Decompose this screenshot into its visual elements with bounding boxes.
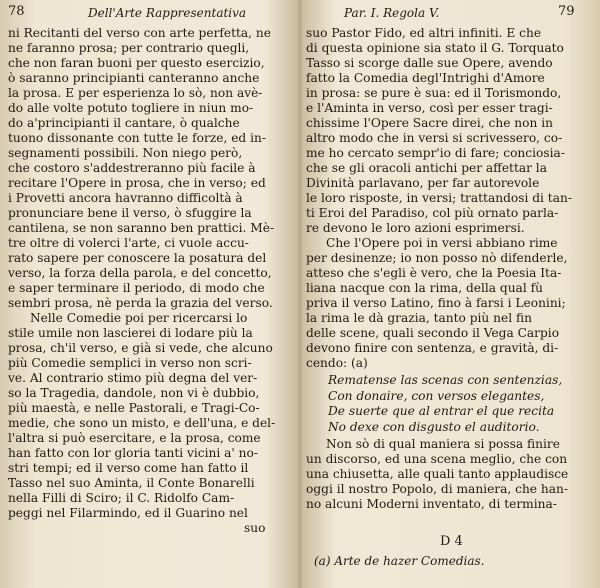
text-line: liana nacque con la rima, della qual fù (306, 281, 543, 295)
text-line: e l'Aminta in verso, così per esser tragi- (306, 101, 553, 115)
text-line: pronunciare bene il verso, ò sfuggire la (8, 206, 252, 220)
text-line: ti Eroi del Paradiso, col più ornato parla- (306, 206, 559, 220)
text-line: Tasso si scorge dalle sue Opere, avendo (306, 56, 553, 70)
text-line: che costoro s'addestreranno più facile à (8, 161, 256, 175)
running-head-text: Dell'Arte Rappresentativa (88, 6, 247, 20)
running-head-text: Par. I. Regola V. (344, 6, 440, 20)
text-line: recitare l'Opere in prosa, che in verso; ed (8, 176, 266, 190)
text-line: peggi nel Filarmindo, ed il Guarino nel (8, 506, 248, 520)
text-line: che se gli oracoli antichi per affettar la (306, 161, 547, 175)
text-line: segnamenti possibili. Non niego però, (8, 146, 243, 160)
text-line: Tasso nel suo Aminta, il Conte Bonarelli (8, 476, 255, 490)
right-page (300, 0, 600, 588)
text-line: do alle volte potuto togliere in niun mo- (8, 101, 254, 115)
text-line: so la Tragedia, dandole, non vi è dubbio, (8, 386, 260, 400)
text-line: re devono le loro azioni esprimersi. (306, 221, 525, 235)
text-line: No dexe con disgusto el auditorio. (328, 419, 540, 434)
text-line: ò saranno principianti canteranno anche (8, 71, 260, 85)
text-line: sembri prosa, nè perda la grazia del verso. (8, 296, 273, 310)
text-line: delle scene, quali secondo il Vega Carpio (306, 326, 560, 340)
text-line: devono finire con sentenza, e gravità, di- (306, 341, 559, 355)
text-line: stri tempi; ed il verso come han fatto il (8, 461, 249, 475)
text-line: oggi il nostro Popolo, di maniera, che han- (306, 482, 568, 497)
text-line: l'altra si può esercitare, e la prosa, come (8, 431, 261, 445)
text-line: medie, che sono un misto, e dell'una, e del- (8, 416, 276, 430)
text-line: no alcuni Moderni inventato, di termina- (306, 497, 557, 512)
text-line: verso, la forza della parola, e del concetto, (8, 266, 272, 280)
text-line: priva il verso Latino, fino à farsi i Leonini; (306, 296, 566, 310)
right-running-head (304, 6, 594, 24)
text-line: la rima le dà grazia, tanto più nel fin (306, 311, 532, 325)
text-line: prosa, ch'il verso, e già si vede, che alcuno (8, 341, 273, 355)
signature-mark: D 4 (440, 534, 463, 549)
text-line: di questa opinione sia stato il G. Torquato (306, 41, 564, 55)
page-number: 78 (8, 4, 25, 19)
text-line: in prosa: se pure è sua: ed il Torismondo, (306, 86, 562, 100)
footnote: (a) Arte de hazer Comedias. (314, 554, 485, 568)
text-line: fatto la Comedia degl'Intrighi d'Amore (306, 71, 545, 85)
text-line: ne faranno prosa; per contrario quegli, (8, 41, 250, 55)
text-line: De suerte que al entrar el que recita (328, 404, 555, 419)
text-line: suo Pastor Fido, ed altri infiniti. E che (306, 26, 542, 40)
text-line: me ho cercato sempr'io di fare; conciosia- (306, 146, 565, 160)
page-number: 79 (558, 4, 575, 19)
text-line: ni Recitanti del verso con arte perfetta, ne (8, 26, 271, 40)
text-line: la prosa. E per esperienza lo sò, non avè- (8, 86, 263, 100)
text-line: più Comedie semplici in verso non scri- (8, 356, 252, 370)
text-line: Con donaire, con versos elegantes, (328, 388, 545, 403)
text-line: chissime l'Opere Sacre direi, che non in (306, 116, 553, 130)
left-page (0, 0, 296, 588)
text-line: altro modo che in versi si scrivessero, co- (306, 131, 563, 145)
text-line: tre oltre di volerci l'arte, ci vuole accu- (8, 236, 249, 250)
text-line: rato sapere per conoscere la posatura del (8, 251, 267, 265)
text-line: stile umile non lascierei di lodare più la (8, 326, 253, 340)
text-line: han fatto con lor gloria tanti vicini a' no- (8, 446, 258, 460)
text-line: do a'principianti il cantare, ò qualche (8, 116, 240, 130)
text-line: cantilena, se non saranno ben prattici. Mè- (8, 221, 275, 235)
text-line: tuono dissonante con tutte le forze, ed in- (8, 131, 266, 145)
text-line: cendo: (a) (306, 356, 368, 370)
text-line: ve. Al contrario stimo più degna del ver- (8, 371, 258, 385)
text-line: e saper terminare il periodo, di modo che (8, 281, 265, 295)
text-line: Che l'Opere poi in versi abbiano rime (326, 236, 558, 250)
text-line: che non faran buoni per questo esercizio, (8, 56, 265, 70)
text-line: i Provetti ancora havranno difficoltà à (8, 191, 243, 205)
text-line: Rematense las scenas con sentenzias, (328, 373, 563, 387)
text-line: nella Filli di Sciro; il C. Ridolfo Cam- (8, 491, 235, 505)
text-line: più maestà, e nelle Pastorali, e Tragi-Co- (8, 401, 260, 415)
text-line: Non sò di qual maniera si possa finire (326, 437, 560, 452)
text-line: un discorso, ed una scena meglio, che con (306, 452, 568, 467)
text-line: Nelle Comedie poi per ricercarsi lo (30, 311, 248, 325)
text-line: una chiusetta, alle quali tanto applaudisce (306, 467, 569, 482)
text-line: atteso che s'egli è vero, che la Poesia Ita- (306, 266, 562, 280)
text-line: per desinenze; io non posso nò difenderle, (306, 251, 568, 265)
text-line: Divinità parlavano, per far autorevole (306, 176, 540, 190)
text-line: le loro risposte, in versi; trattandosi di tan- (306, 191, 572, 205)
left-running-head (8, 6, 288, 24)
text-line: suo (244, 521, 266, 535)
